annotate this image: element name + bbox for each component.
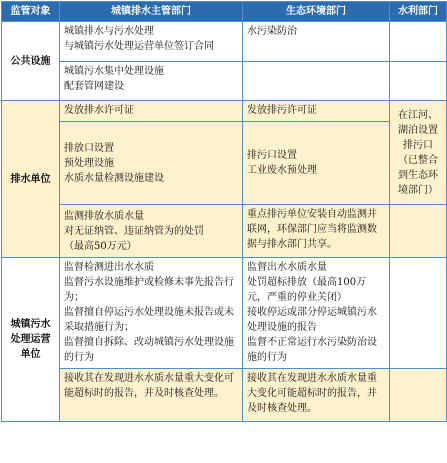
operator-r1-drainage: 监督检测进出水水质 监督污水设施维护或检修未事先报告行为； 监督擅自停运污水处理设施未报告或未采取措施行为； 监督擅自拆除、改动城镇污水处理设施的行为 (60, 258, 243, 369)
drain-row-1 (2, 101, 447, 122)
drain-r1-eco: 发放排污许可证 (243, 101, 390, 122)
drain-r1-drainage: 发放排水许可证 (60, 101, 243, 122)
operator-r1-eco: 监督出水水质水量 处罚超标排放（最高100万元，严重的停业关闭） 接收停运或部分停运城镇污水处理设施的报告 监督不正常运行水污染防治设施的行为 (243, 258, 390, 369)
header-supervised-object: 监管对象 (2, 2, 60, 22)
public-r1-drainage: 城镇排水与污水处理 与城镇污水处理运营单位签订合同 (60, 22, 243, 62)
drain-r3-drainage: 监测排放水质水量 对无证纳管、违证纳管为的处罚 （最高50万元） (60, 205, 243, 258)
public-r1-water (390, 22, 447, 62)
public-facilities-label: 公共设施 (2, 22, 60, 101)
drain-water-outlet: 在江河、湖泊设置排污口 （已整合到生态环境部门） (390, 101, 447, 205)
public-row-1 (2, 22, 447, 62)
public-row-2 (2, 61, 447, 101)
regulation-table (1, 1, 447, 422)
operator-label: 城镇污水处理运营单位 (2, 258, 60, 422)
drain-r2-drainage: 排放口设置 预处理设施 水质水量检测设施建设 (60, 122, 243, 205)
operator-row-1 (2, 258, 447, 369)
operator-r2-drainage: 接收其在发现进水水质水量重大变化可能超标时的报告，并及时核查处理。 (60, 369, 243, 422)
operator-row-2 (2, 369, 447, 422)
header-water-dept: 水利部门 (390, 2, 447, 22)
header-eco-env-dept: 生态环境部门 (243, 2, 390, 22)
drain-row-3 (2, 205, 447, 258)
drain-r3-water (390, 205, 447, 258)
operator-r2-water (390, 369, 447, 422)
drain-row-2 (2, 122, 447, 205)
operator-r2-eco: 接收其在发现进水水质水量重大变化可能超标时的报告，并及时核查处理。 (243, 369, 390, 422)
public-r1-eco: 水污染防治 (243, 22, 390, 62)
operator-r1-water (390, 258, 447, 369)
drain-r2-eco: 排污口设置 工业废水预处理 (243, 122, 390, 205)
public-r2-drainage: 城镇污水集中处理设施 配套管网建设 (60, 61, 243, 101)
drain-unit-label: 排水单位 (2, 101, 60, 258)
public-r2-water (390, 61, 447, 101)
header-row (2, 2, 447, 22)
drain-r3-eco: 重点排污单位安装自动监测并联网，环保部门应当将监测数据与排水部门共享。 (243, 205, 390, 258)
header-drainage-dept: 城镇排水主管部门 (60, 2, 243, 22)
public-r2-eco (243, 61, 390, 101)
